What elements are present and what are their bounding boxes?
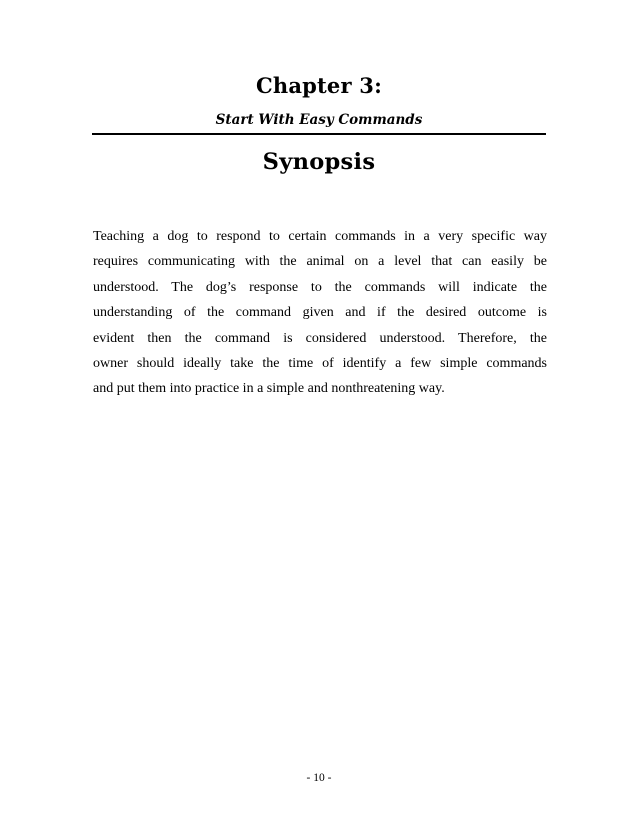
body-line: requires communicating with the animal on a level that can easily be [93, 254, 547, 270]
section-title: Synopsis [262, 149, 376, 175]
chapter-subtitle: Start With Easy Commands [215, 112, 423, 128]
body-line: evident then the command is considered understood. Therefore, the [93, 330, 547, 346]
title-divider [92, 133, 546, 135]
body-line: understanding of the command given and if the desired outcome is [93, 305, 547, 321]
body-line: owner should ideally take the time of identify a few simple commands [93, 355, 547, 371]
chapter-title: Chapter 3: [255, 73, 383, 98]
body-line: understood. The dog’s response to the commands will indicate the [93, 279, 547, 295]
body-line: Teaching a dog to respond to certain commands in a very specific way [93, 229, 547, 244]
body-paragraph [93, 224, 547, 402]
page-number: - 10 - [306, 772, 332, 784]
body-line: and put them into practice in a simple and nonthreatening way. [93, 381, 445, 397]
